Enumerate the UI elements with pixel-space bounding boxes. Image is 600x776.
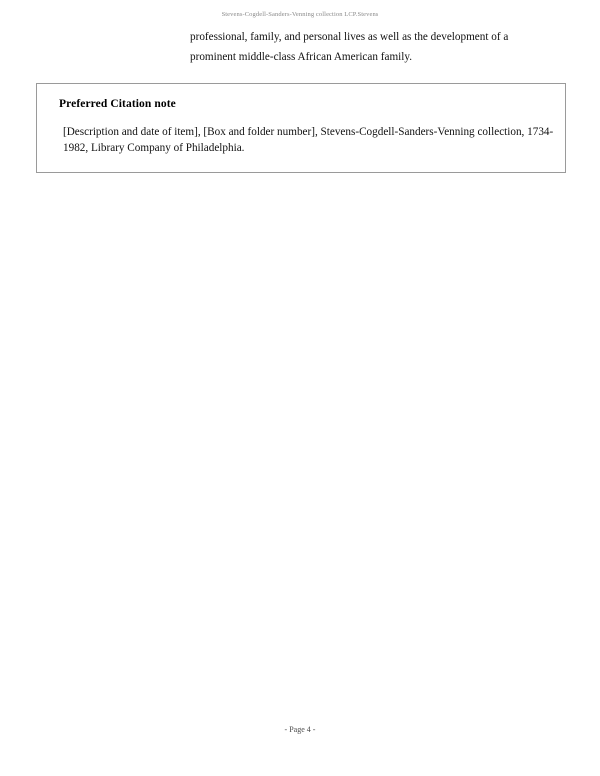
preferred-citation-note-box [36,83,566,173]
preferred-citation-note-text: [Description and date of item], [Box and folder number], Stevens-Cogdell-Sanders-Venning collection, 1734-1982, Library Company of Philadelphia. [63,126,554,154]
body-text-block [190,27,550,67]
body-paragraph: professional, family, and personal lives as well as the development of a prominent middle-class African American family. [190,31,509,63]
preferred-citation-note-heading: Preferred Citation note [59,98,176,110]
page-footer: - Page 4 - [284,725,316,734]
running-head: Stevens-Cogdell-Sanders-Venning collection LCP.Stevens [221,11,379,18]
